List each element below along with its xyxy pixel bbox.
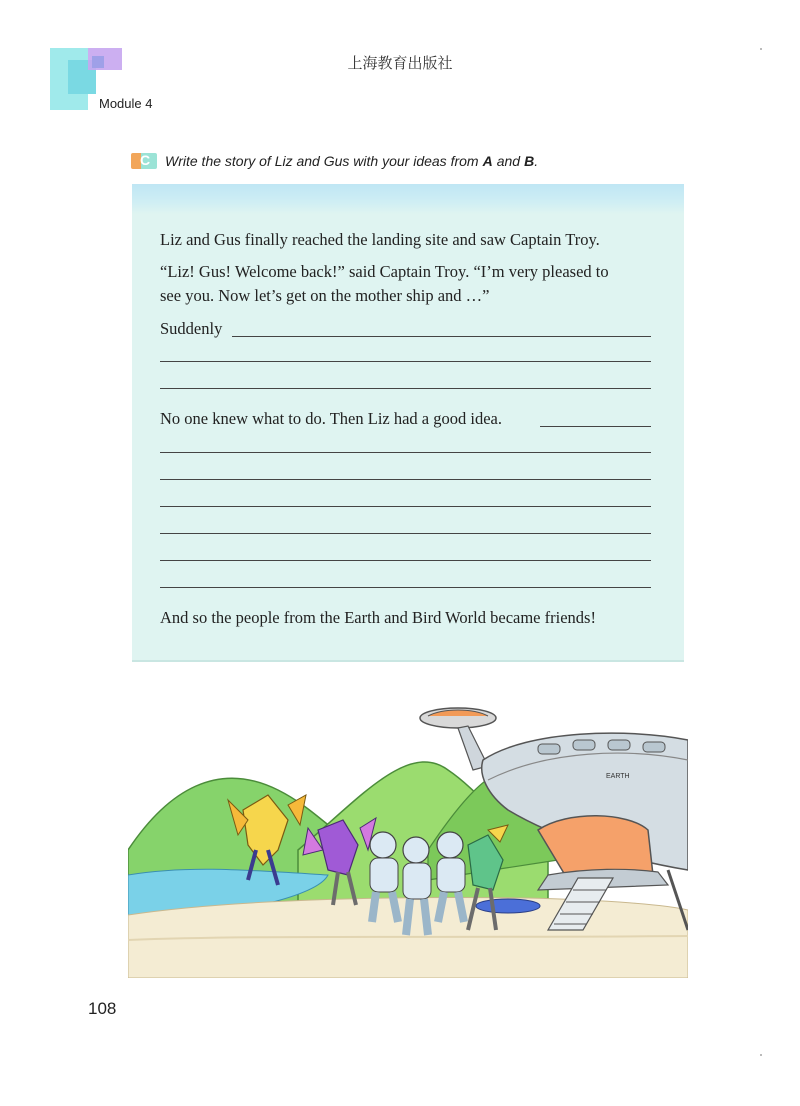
story-line-3: see you. Now let’s get on the mother ship and …” (160, 286, 490, 305)
idea-answer-line[interactable] (540, 426, 651, 427)
reference-b: B (524, 153, 535, 169)
answer-line[interactable] (160, 388, 651, 389)
page-number: 108 (88, 999, 117, 1018)
instruction-text: Write the story of Liz and Gus with your ideas from (165, 153, 479, 169)
ship-label: EARTH (606, 773, 630, 780)
story-line-2: “Liz! Gus! Welcome back!” said Captain Troy. “I’m very pleased to (160, 262, 609, 281)
instruction-period: . (534, 153, 539, 169)
answer-line[interactable] (160, 506, 651, 507)
story-card-header (132, 184, 684, 214)
answer-line[interactable] (160, 533, 651, 534)
suddenly-label: Suddenly (160, 319, 223, 338)
crop-mark (760, 1054, 762, 1056)
instruction-and: and (496, 153, 521, 169)
module-label: Module 4 (99, 96, 153, 111)
blue-bag (476, 899, 540, 913)
reference-a: A (482, 153, 493, 169)
answer-line[interactable] (160, 361, 651, 362)
crop-mark (760, 48, 762, 50)
story-ending: And so the people from the Earth and Bird World became friends! (160, 608, 596, 627)
suddenly-answer-line[interactable] (232, 336, 651, 337)
publisher-name: 上海教育出版社 (347, 54, 453, 72)
answer-line[interactable] (160, 479, 651, 480)
story-illustration (128, 700, 688, 978)
story-line-1: Liz and Gus finally reached the landing site and saw Captain Troy. (160, 230, 600, 249)
section-instruction (131, 153, 538, 169)
answer-line[interactable] (160, 560, 651, 561)
section-badge: C (131, 153, 157, 169)
answer-line[interactable] (160, 452, 651, 453)
idea-sentence: No one knew what to do. Then Liz had a good idea. (160, 409, 502, 428)
answer-line[interactable] (160, 587, 651, 588)
